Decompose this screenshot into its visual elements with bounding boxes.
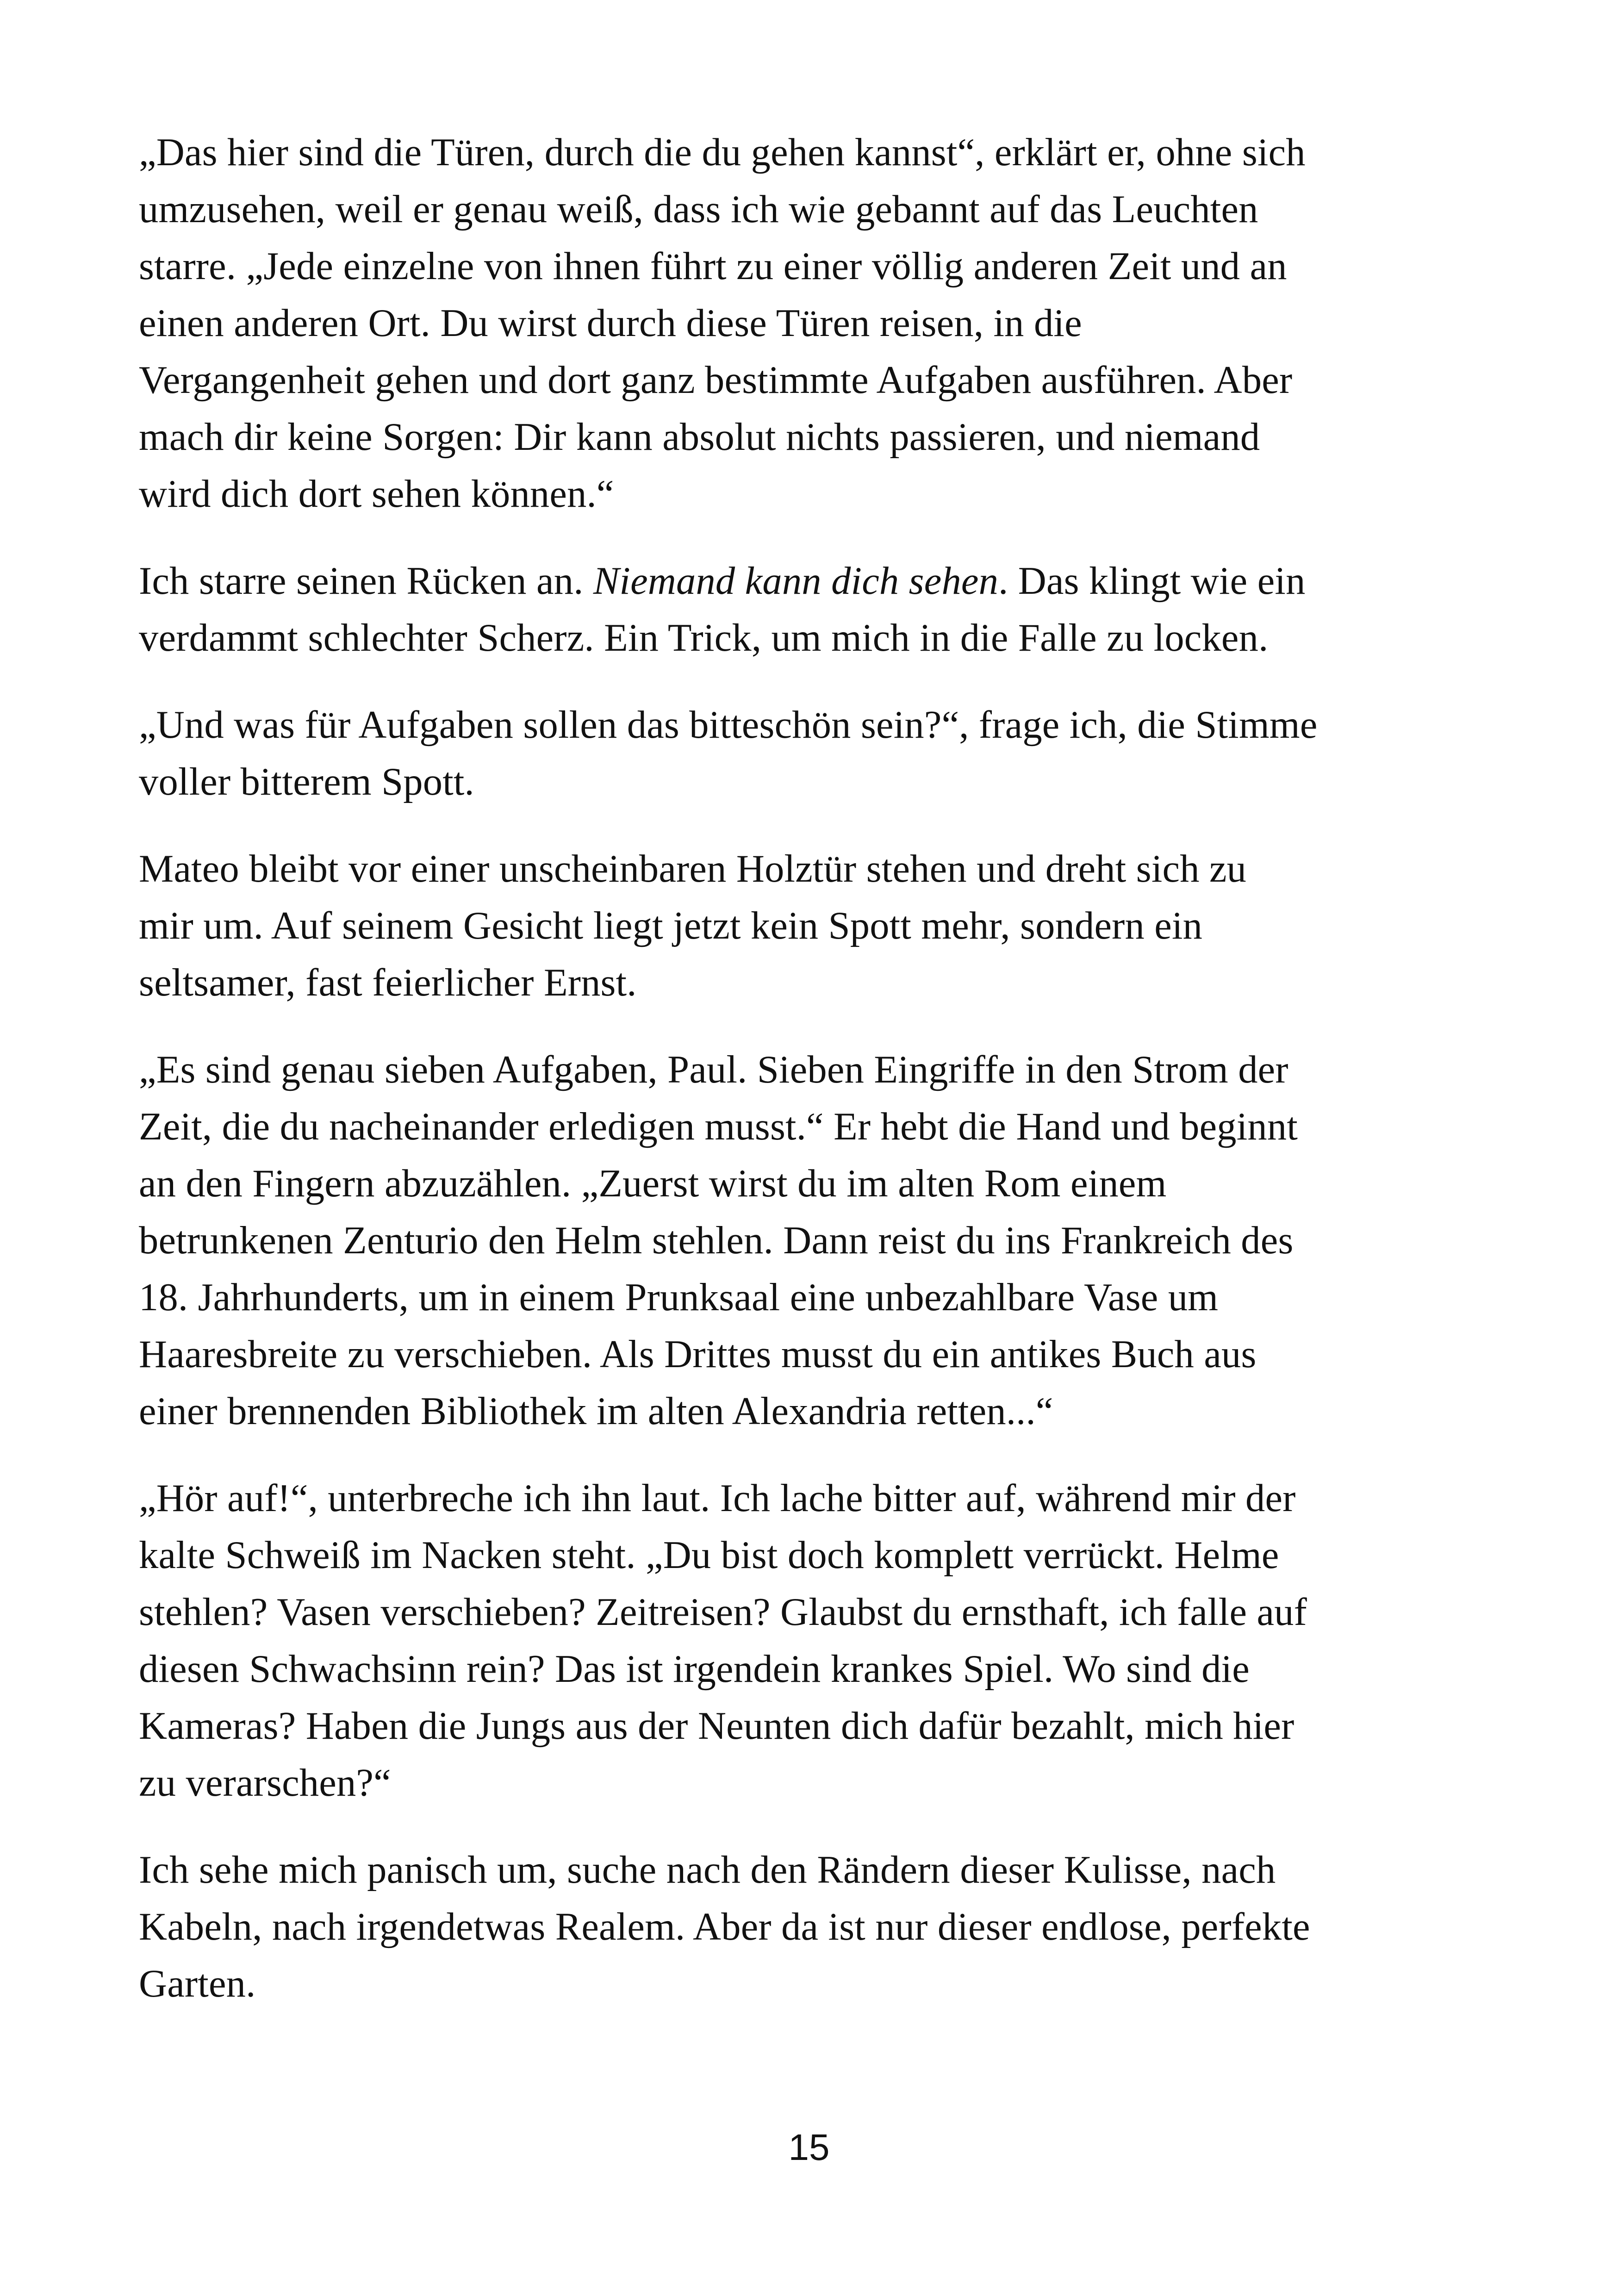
body-text (139, 124, 1481, 2042)
text-line: wird dich dort sehen können.“ (139, 473, 614, 516)
paragraph-4 (139, 840, 1481, 1011)
paragraph-7 (139, 1842, 1481, 2012)
text-line: mir um. Auf seinem Gesicht liegt jetzt kein Spott mehr, sondern ein (139, 904, 1203, 947)
paragraph-1 (139, 124, 1481, 523)
text-line: zu verarschen?“ (139, 1761, 391, 1804)
italic-phrase: Niemand kann dich sehen (593, 560, 999, 603)
text-line: „Es sind genau sieben Aufgaben, Paul. Sieben Eingriffe in den Strom der (139, 1048, 1288, 1091)
text-line: starre. „Jede einzelne von ihnen führt zu einer völlig anderen Zeit und an (139, 245, 1287, 288)
text-line: Zeit, die du nacheinander erledigen musst.“ Er hebt die Hand und beginnt (139, 1105, 1298, 1148)
text-line: kalte Schweiß im Nacken steht. „Du bist doch komplett verrückt. Helme (139, 1534, 1279, 1577)
text-line: mach dir keine Sorgen: Dir kann absolut nichts passieren, und niemand (139, 416, 1260, 459)
text-line: stehlen? Vasen verschieben? Zeitreisen? Glaubst du ernsthaft, ich falle auf (139, 1591, 1307, 1634)
paragraph-6 (139, 1470, 1481, 1811)
text-line: verdammt schlechter Scherz. Ein Trick, um mich in die Falle zu locken. (139, 616, 1269, 660)
text-line: „Und was für Aufgaben sollen das bitteschön sein?“, frage ich, die Stimme (139, 703, 1318, 747)
text-line: einen anderen Ort. Du wirst durch diese Türen reisen, in die (139, 302, 1082, 345)
text-line: Kameras? Haben die Jungs aus der Neunten dich dafür bezahlt, mich hier (139, 1705, 1294, 1748)
text-line (139, 553, 1481, 610)
text-line: einer brennenden Bibliothek im alten Alexandria retten...“ (139, 1390, 1053, 1433)
text-line: Mateo bleibt vor einer unscheinbaren Holztür stehen und dreht sich zu (139, 847, 1247, 890)
text-line: an den Fingern abzuzählen. „Zuerst wirst du im alten Rom einem (139, 1162, 1167, 1205)
text-line: umzusehen, weil er genau weiß, dass ich wie gebannt auf das Leuchten (139, 188, 1258, 231)
text-segment: Ich starre seinen Rücken an. (139, 560, 593, 603)
text-segment: . Das klingt wie ein (998, 560, 1306, 603)
text-line: Ich sehe mich panisch um, suche nach den Rändern dieser Kulisse, nach (139, 1848, 1276, 1892)
paragraph-3 (139, 697, 1481, 810)
text-line: Garten. (139, 1962, 256, 2005)
text-line: voller bitterem Spott. (139, 760, 474, 803)
text-line: Kabeln, nach irgendetwas Realem. Aber da ist nur dieser endlose, perfekte (139, 1905, 1310, 1948)
page-number: 15 (788, 2127, 830, 2168)
text-line: 18. Jahrhunderts, um in einem Prunksaal eine unbezahlbare Vase um (139, 1276, 1219, 1319)
text-line: „Hör auf!“, unterbreche ich ihn laut. Ich lache bitter auf, während mir der (139, 1477, 1296, 1520)
text-line: diesen Schwachsinn rein? Das ist irgendein krankes Spiel. Wo sind die (139, 1648, 1250, 1691)
text-line: betrunkenen Zenturio den Helm stehlen. Dann reist du ins Frankreich des (139, 1219, 1294, 1262)
paragraph-5 (139, 1041, 1481, 1440)
text-line: Haaresbreite zu verschieben. Als Drittes musst du ein antikes Buch aus (139, 1333, 1257, 1376)
text-line: „Das hier sind die Türen, durch die du gehen kannst“, erklärt er, ohne sich (139, 131, 1306, 174)
text-line: seltsamer, fast feierlicher Ernst. (139, 961, 637, 1004)
text-line: Vergangenheit gehen und dort ganz bestimmte Aufgaben ausführen. Aber (139, 359, 1293, 402)
paragraph-2 (139, 553, 1481, 666)
